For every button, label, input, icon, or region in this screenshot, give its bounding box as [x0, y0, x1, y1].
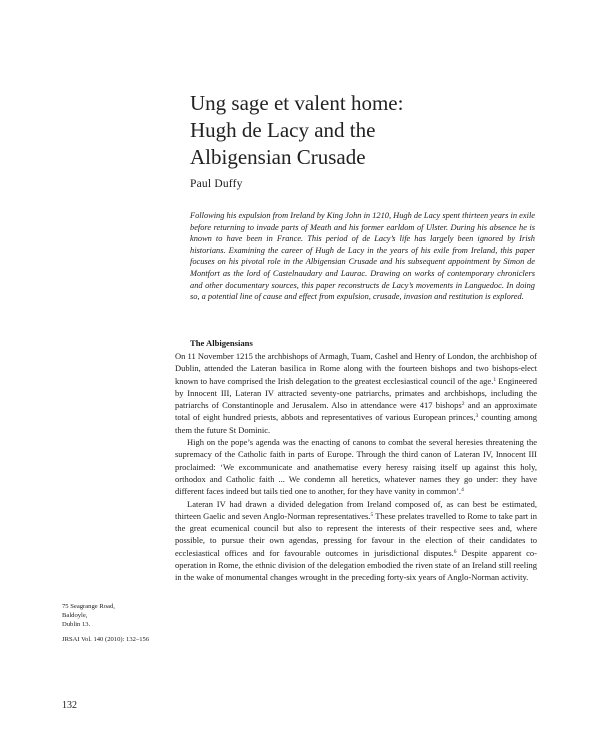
footnote-ref: 3	[475, 413, 479, 420]
author-name: Paul Duffy	[190, 178, 243, 190]
paragraph	[175, 498, 537, 584]
section-heading: The Albigensians	[190, 338, 253, 348]
text-run: counting among them the future St Dominic.	[175, 412, 537, 435]
page-number: 132	[62, 700, 77, 711]
address-line: Baldoyle,	[62, 612, 88, 620]
address-line: 75 Seagrange Road,	[62, 603, 115, 610]
text-run: These prelates travelled to Rome to take part in the great ecumenical council but also to represent the interests of their respective sees and, where possible, to pursue their own agendas, pressing for favour in the election of their candidates to ecclesiastical offices and for favourable outcomes in jurisdictional disputes.	[175, 510, 537, 558]
footnote-ref: 1	[493, 376, 497, 383]
text-run: Engineered by Innocent III, Lateran IV attracted seventy-one patriarchs, primates and archbishops, including the patriarchs of Constantinople and Jerusalem. Also in attendance were 417 bishops	[175, 375, 538, 411]
journal-citation: JRSAI Vol. 140 (2010): 132–156	[62, 636, 150, 643]
footnote-ref: 2	[461, 401, 465, 408]
footnote-ref: 5	[370, 511, 374, 518]
title-line: Ung sage et valent home:	[190, 91, 404, 115]
paragraph	[175, 350, 537, 436]
abstract: Following his expulsion from Ireland by King John in 1210, Hugh de Lacy spent thirteen years in exile before returning to invade parts of Meath and his former earldom of Ulster. During his absence he is known to have been in France. This period of de Lacy’s life has largely been ignored by Irish historians. Examining the career of Hugh de Lacy in the years of his exile from Ireland, this paper focuses on his pivotal role in the Albigensian Crusade and his subsequent appointment by Simon de Montfort as the lord of Castelnaudary and Laurac. Drawing on works of contemporary chroniclers and other documentary sources, this paper reconstructs de Lacy’s movements in Languedoc. In doing so, a potential line of cause and effect from expulsion, crusade, invasion and restitution is explored.	[190, 211, 535, 302]
address-line: Dublin 13.	[62, 621, 91, 629]
text-run: Lateran IV had drawn a divided delegation from Ireland composed of, as can best be estimated, thirteen Gaelic and seven Anglo-Norman representatives.	[175, 498, 537, 521]
paragraph	[175, 436, 537, 497]
title-line: Hugh de Lacy and the	[190, 118, 376, 142]
body-text	[175, 350, 537, 584]
text-run: On 11 November 1215 the archbishops of Armagh, Tuam, Cashel and Henry of London, the archbishop of Dublin, attended the Lateran basilica in Rome along with the fourteen bishops and two bishops-elect known to have comprised the Irish delegation to the greatest ecclesiastical council of the age.	[175, 351, 537, 386]
footnote-ref: 6	[453, 548, 457, 555]
text-run: High on the pope’s agenda was the enacting of canons to combat the several heresies threatening the supremacy of the Catholic faith in parts of Europe. Through the third canon of Lateran IV, Innocent III proclaimed: ‘We excommunicate and anathematise every heresy raising itself up against this holy, orthodox and Catholic faith ... We condemn all heretics, whatever names they go under: they have different faces indeed but tails tied one to another, for they have vanity in common’.	[175, 437, 537, 497]
footnote-ref: 4	[461, 487, 464, 494]
author-address	[62, 602, 172, 630]
text-run: and an approximate total of eight hundred priests, abbots and representatives of various European princes,	[175, 400, 537, 423]
text-run: Despite apparent co-operation in Rome, the ethnic division of the delegation embodied the riven state of an Ireland still reeling in the wake of monumental changes wrought in the preceding forty-six years of Anglo-Norman activity.	[175, 547, 537, 583]
title-line: Albigensian Crusade	[190, 145, 366, 169]
article-title	[190, 90, 530, 171]
